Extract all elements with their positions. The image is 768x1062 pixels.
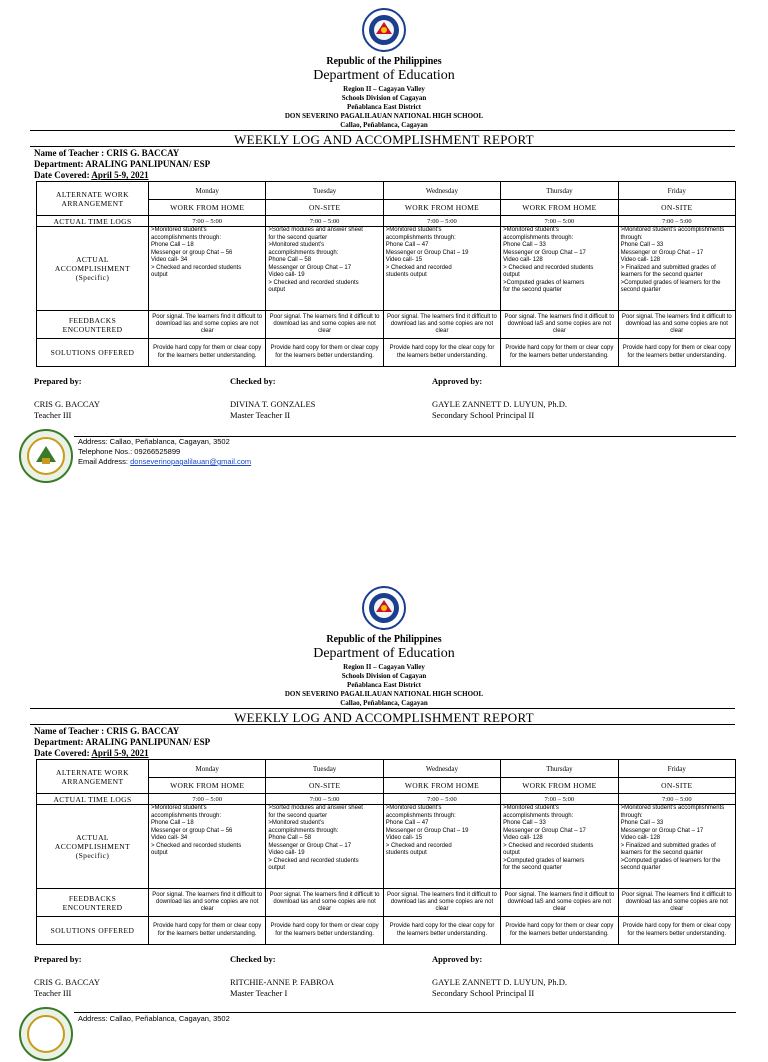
accomplishment-label: ACTUAL ACCOMPLISHMENT (Specific) — [37, 227, 149, 311]
approved-name: GAYLE ZANNETT D. LUYUN, Ph.D. — [432, 977, 568, 987]
feedback-monday: Poor signal. The learners find it difficult to download las and some copies are not clear — [149, 311, 266, 339]
title-divider — [30, 146, 735, 147]
accomplishment-tuesday: >Sorted modules and answer sheet for the second quarter >Monitored student's accomplishments through: Phone Call – 58 Messenger or Group Chat – 17 Video call- 19 > Checked and recorded students output — [266, 227, 383, 311]
checked-by-label: Checked by: — [230, 954, 276, 964]
division-text: Schools Division of Cagayan — [341, 94, 427, 102]
arrangement-label: ALTERNATE WORK ARRANGEMENT — [37, 760, 149, 794]
prepared-by-label: Prepared by: — [34, 954, 82, 964]
feedbacks-label: FEEDBACKS ENCOUNTERED — [37, 311, 149, 339]
solutions-label: SOLUTIONS OFFERED — [37, 339, 149, 367]
solution-monday: Provide hard copy for them or clear copy for the learners better understanding. — [149, 339, 266, 367]
time-tuesday: 7:00 – 5:00 — [266, 216, 383, 227]
solution-friday: Provide hard copy for them or clear copy for the learners better understanding. — [618, 339, 735, 367]
solution-friday: Provide hard copy for them or clear copy for the learners better understanding. — [618, 917, 735, 945]
department-line: Department: ARALING PANLIPUNAN/ ESP — [34, 737, 211, 747]
time-monday: 7:00 – 5:00 — [149, 216, 266, 227]
school-address: Callao, Peñablanca, Cagayan — [340, 121, 428, 129]
accomplishment-thursday: >Monitored student's accomplishments through: Phone Call – 33 Messenger or Group Chat – 17 Video call- 128 > Checked and recorded students output >Computed grades of learners for the second quarter — [501, 227, 618, 311]
school-name: DON SEVERINO PAGALILAUAN NATIONAL HIGH SCHOOL — [284, 112, 484, 120]
district-text: Peñablanca East District — [347, 103, 421, 111]
approved-by-label: Approved by: — [432, 376, 483, 386]
prepared-name: CRIS G. BACCAY — [34, 977, 101, 987]
footer-address: Address: Callao, Peñablanca, Cagayan, 3502 — [78, 1014, 230, 1023]
republic-heading: Republic of the Philippines — [326, 56, 442, 67]
feedback-thursday: Poor signal. The learners find it difficult to download laS and some copies are not clear — [501, 889, 618, 917]
feedbacks-label: FEEDBACKS ENCOUNTERED — [37, 889, 149, 917]
time-label: ACTUAL TIME LOGS — [37, 794, 149, 805]
school-logo-icon — [18, 428, 74, 484]
day-wednesday: Wednesday — [383, 760, 500, 778]
teacher-line: Name of Teacher : CRIS G. BACCAY — [34, 148, 180, 158]
prepared-by-label: Prepared by: — [34, 376, 82, 386]
feedback-wednesday: Poor signal. The learners find it difficult to download las and some copies are not clear — [383, 889, 500, 917]
report-title: WEEKLY LOG AND ACCOMPLISHMENT REPORT — [234, 132, 534, 147]
time-thursday: 7:00 – 5:00 — [501, 216, 618, 227]
feedback-friday: Poor signal. The learners find it difficult to download las and some copies are not clear — [618, 889, 735, 917]
time-label: ACTUAL TIME LOGS — [37, 216, 149, 227]
accomplishment-friday: >Monitored student's accomplishments through: Phone Call – 33 Messenger or Group Chat – 17 Video call- 128 > Finalized and submitted grades of learners for the second quarter >Computed grades of learners for the second quarter — [618, 227, 735, 311]
footer-address: Address: Callao, Peñablanca, Cagayan, 3502 — [78, 437, 230, 446]
region-text: Region II – Cagayan Valley — [343, 85, 425, 93]
mode-wednesday: WORK FROM HOME — [383, 200, 500, 216]
accomplishment-monday: >Monitored student's accomplishments through: Phone Call – 18 Messenger or group Chat – 56 Video call- 34 > Checked and recorded students output — [149, 227, 266, 311]
school-logo-icon — [18, 1006, 74, 1062]
approved-by-label: Approved by: — [432, 954, 483, 964]
division-text: Schools Division of Cagayan — [341, 672, 427, 680]
day-thursday: Thursday — [501, 760, 618, 778]
solution-tuesday: Provide hard copy for them or clear copy for the learners better understanding. — [266, 339, 383, 367]
day-wednesday: Wednesday — [383, 182, 500, 200]
time-friday: 7:00 – 5:00 — [618, 216, 735, 227]
solution-wednesday: Provide hard copy for the clear copy for the learners better understanding. — [383, 917, 500, 945]
mode-tuesday: ON-SITE — [266, 200, 383, 216]
time-thursday: 7:00 – 5:00 — [501, 794, 618, 805]
deped-seal-icon — [362, 8, 406, 52]
department-line: Department: ARALING PANLIPUNAN/ ESP — [34, 159, 211, 169]
mode-thursday: WORK FROM HOME — [501, 778, 618, 794]
email-link[interactable]: donseverinopagalilauan@gmail.com — [130, 457, 252, 466]
footer-contact — [78, 437, 251, 467]
accomplishment-friday: >Monitored student's accomplishments through: Phone Call – 33 Messenger or Group Chat – 17 Video call- 128 > Finalized and submitted grades of learners for the second quarter >Computed grades of learners for the second quarter — [618, 805, 735, 889]
department-heading: Department of Education — [313, 646, 455, 661]
time-wednesday: 7:00 – 5:00 — [383, 216, 500, 227]
time-monday: 7:00 – 5:00 — [149, 794, 266, 805]
accomplishment-thursday: >Monitored student's accomplishments through: Phone Call – 33 Messenger or Group Chat – 17 Video call- 128 > Checked and recorded students output >Computed grades of learners for the second quarter — [501, 805, 618, 889]
feedback-wednesday: Poor signal. The learners find it difficult to download las and some copies are not clear — [383, 311, 500, 339]
checked-position: Master Teacher I — [230, 988, 288, 998]
time-tuesday: 7:00 – 5:00 — [266, 794, 383, 805]
solution-monday: Provide hard copy for them or clear copy for the learners better understanding. — [149, 917, 266, 945]
header-divider — [30, 130, 735, 131]
solution-thursday: Provide hard copy for them or clear copy for the learners better understanding. — [501, 339, 618, 367]
feedback-tuesday: Poor signal. The learners find it difficult to download las and some copies are not clear — [266, 311, 383, 339]
day-monday: Monday — [149, 760, 266, 778]
prepared-position: Teacher III — [34, 410, 72, 420]
time-wednesday: 7:00 – 5:00 — [383, 794, 500, 805]
report-title: WEEKLY LOG AND ACCOMPLISHMENT REPORT — [234, 710, 534, 725]
day-monday: Monday — [149, 182, 266, 200]
weekly-log-table — [36, 759, 736, 945]
weekly-log-table — [36, 181, 736, 367]
arrangement-label: ALTERNATE WORK ARRANGEMENT — [37, 182, 149, 216]
district-text: Peñablanca East District — [347, 681, 421, 689]
day-friday: Friday — [618, 760, 735, 778]
checked-name: DIVINA T. GONZALES — [230, 399, 316, 409]
feedback-friday: Poor signal. The learners find it difficult to download las and some copies are not clear — [618, 311, 735, 339]
accomplishment-monday: >Monitored student's accomplishments through: Phone Call – 18 Messenger or group Chat – 56 Video call- 34 > Checked and recorded students output — [149, 805, 266, 889]
approved-position: Secondary School Principal II — [432, 988, 535, 998]
solution-wednesday: Provide hard copy for the clear copy for the learners better understanding. — [383, 339, 500, 367]
mode-friday: ON-SITE — [618, 778, 735, 794]
prepared-position: Teacher III — [34, 988, 72, 998]
deped-seal-icon — [362, 586, 406, 630]
department-heading: Department of Education — [313, 68, 455, 83]
prepared-name: CRIS G. BACCAY — [34, 399, 101, 409]
school-name: DON SEVERINO PAGALILAUAN NATIONAL HIGH SCHOOL — [284, 690, 484, 698]
day-friday: Friday — [618, 182, 735, 200]
solution-thursday: Provide hard copy for them or clear copy for the learners better understanding. — [501, 917, 618, 945]
feedback-thursday: Poor signal. The learners find it difficult to download laS and some copies are not clear — [501, 311, 618, 339]
checked-by-label: Checked by: — [230, 376, 276, 386]
mode-monday: WORK FROM HOME — [149, 200, 266, 216]
republic-heading: Republic of the Philippines — [326, 634, 442, 645]
accomplishment-wednesday: >Monitored student's accomplishments through: Phone Call – 47 Messenger or Group Chat – 19 Video call- 15 > Checked and recorded students output — [383, 227, 500, 311]
footer-telephone: Telephone Nos.: 09266525899 — [78, 447, 181, 456]
approved-name: GAYLE ZANNETT D. LUYUN, Ph.D. — [432, 399, 568, 409]
date-line: Date Covered: April 5-9, 2021 — [34, 748, 149, 758]
header-divider — [30, 708, 735, 709]
mode-thursday: WORK FROM HOME — [501, 200, 618, 216]
school-address: Callao, Peñablanca, Cagayan — [340, 699, 428, 707]
feedback-tuesday: Poor signal. The learners find it difficult to download las and some copies are not clear — [266, 889, 383, 917]
feedback-monday: Poor signal. The learners find it difficult to download las and some copies are not clear — [149, 889, 266, 917]
day-tuesday: Tuesday — [266, 760, 383, 778]
report-page-2 — [0, 578, 768, 1024]
accomplishment-label: ACTUAL ACCOMPLISHMENT (Specific) — [37, 805, 149, 889]
mode-friday: ON-SITE — [618, 200, 735, 216]
footer-divider — [74, 1012, 736, 1013]
checked-position: Master Teacher II — [230, 410, 291, 420]
time-friday: 7:00 – 5:00 — [618, 794, 735, 805]
mode-tuesday: ON-SITE — [266, 778, 383, 794]
accomplishment-wednesday: >Monitored student's accomplishments through: Phone Call – 47 Messenger or Group Chat – 19 Video call- 15 > Checked and recorded students output — [383, 805, 500, 889]
day-tuesday: Tuesday — [266, 182, 383, 200]
region-text: Region II – Cagayan Valley — [343, 663, 425, 671]
solution-tuesday: Provide hard copy for them or clear copy for the learners better understanding. — [266, 917, 383, 945]
checked-name: RITCHIE-ANNE P. FABROA — [230, 977, 334, 987]
solutions-label: SOLUTIONS OFFERED — [37, 917, 149, 945]
title-divider — [30, 724, 735, 725]
date-line: Date Covered: April 5-9, 2021 — [34, 170, 149, 180]
approved-position: Secondary School Principal II — [432, 410, 535, 420]
footer-email-line: Email Address: donseverinopagalilauan@gmail.com — [78, 457, 252, 466]
accomplishment-tuesday: >Sorted modules and answer sheet for the second quarter >Monitored student's accomplishments through: Phone Call – 58 Messenger or Group Chat – 17 Video call- 19 > Checked and recorded students output — [266, 805, 383, 889]
mode-wednesday: WORK FROM HOME — [383, 778, 500, 794]
teacher-line: Name of Teacher : CRIS G. BACCAY — [34, 726, 180, 736]
footer-contact — [78, 1014, 230, 1024]
day-thursday: Thursday — [501, 182, 618, 200]
mode-monday: WORK FROM HOME — [149, 778, 266, 794]
